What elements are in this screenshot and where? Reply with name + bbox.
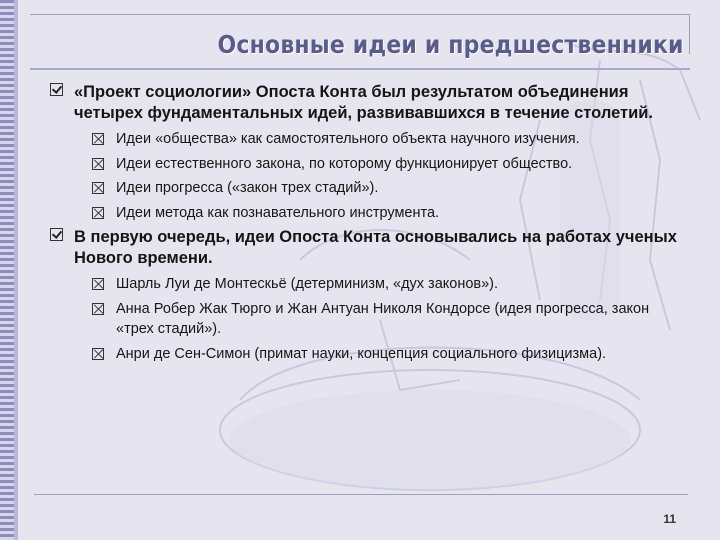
checkbox-x-icon — [92, 348, 104, 360]
bullet-main-2 — [50, 227, 690, 268]
bullet-main-2-text: В первую очередь, идеи Опоста Конта основывались на работах ученых Нового времени. — [74, 228, 677, 267]
bullet-sub-item — [92, 129, 690, 150]
bullet-sub-item — [92, 203, 690, 224]
checkbox-checked-icon — [50, 228, 63, 241]
checkbox-checked-icon — [50, 83, 63, 96]
page-number: 11 — [663, 512, 676, 526]
bullet-sub-item — [92, 299, 690, 340]
checkbox-x-icon — [92, 133, 104, 145]
checkbox-x-icon — [92, 182, 104, 194]
top-right-border-line — [689, 14, 690, 54]
bullet-sub-text: Идеи естественного закона, по которому функционирует общество. — [116, 155, 573, 172]
slide-content — [50, 82, 690, 368]
bullet-sub-text: Шарль Луи де Монтескьё (детерминизм, «дух законов»). — [116, 276, 499, 292]
bottom-rule — [34, 494, 688, 495]
bullet-sub-item — [92, 274, 690, 295]
bullet-sub-item — [92, 154, 690, 175]
bullet-main-1-text: «Проект социологии» Опоста Конта был результатом объединения четырех фундаментальных идей, развивавшихся в течение столетий. — [74, 83, 653, 122]
slide-title: Основные идеи и предшественники — [217, 30, 684, 59]
bullet-sub-text: Идеи прогресса («закон трех стадий»). — [116, 180, 379, 196]
checkbox-x-icon — [92, 207, 104, 219]
bullet-sub-text: Идеи «общества» как самостоятельного объекта научного изучения. — [116, 131, 580, 147]
checkbox-x-icon — [92, 158, 104, 170]
checkbox-x-icon — [92, 303, 104, 315]
bullet-sub-item — [92, 344, 690, 365]
bullet-sub-text: Идеи метода как познавательного инструмента. — [116, 204, 440, 221]
bullet-sub-text: Анри де Сен-Симон (примат науки, концепция социального физицизма). — [116, 345, 607, 362]
title-underline — [30, 68, 690, 70]
top-border-line — [30, 14, 690, 15]
bullet-main-1 — [50, 82, 690, 123]
bullet-sub-item — [92, 178, 690, 199]
bullet-sub-text: Анна Робер Жак Тюрго и Жан Антуан Николя Кондорсе (идея прогресса, закон «трех стадий»). — [116, 300, 650, 337]
checkbox-x-icon — [92, 278, 104, 290]
